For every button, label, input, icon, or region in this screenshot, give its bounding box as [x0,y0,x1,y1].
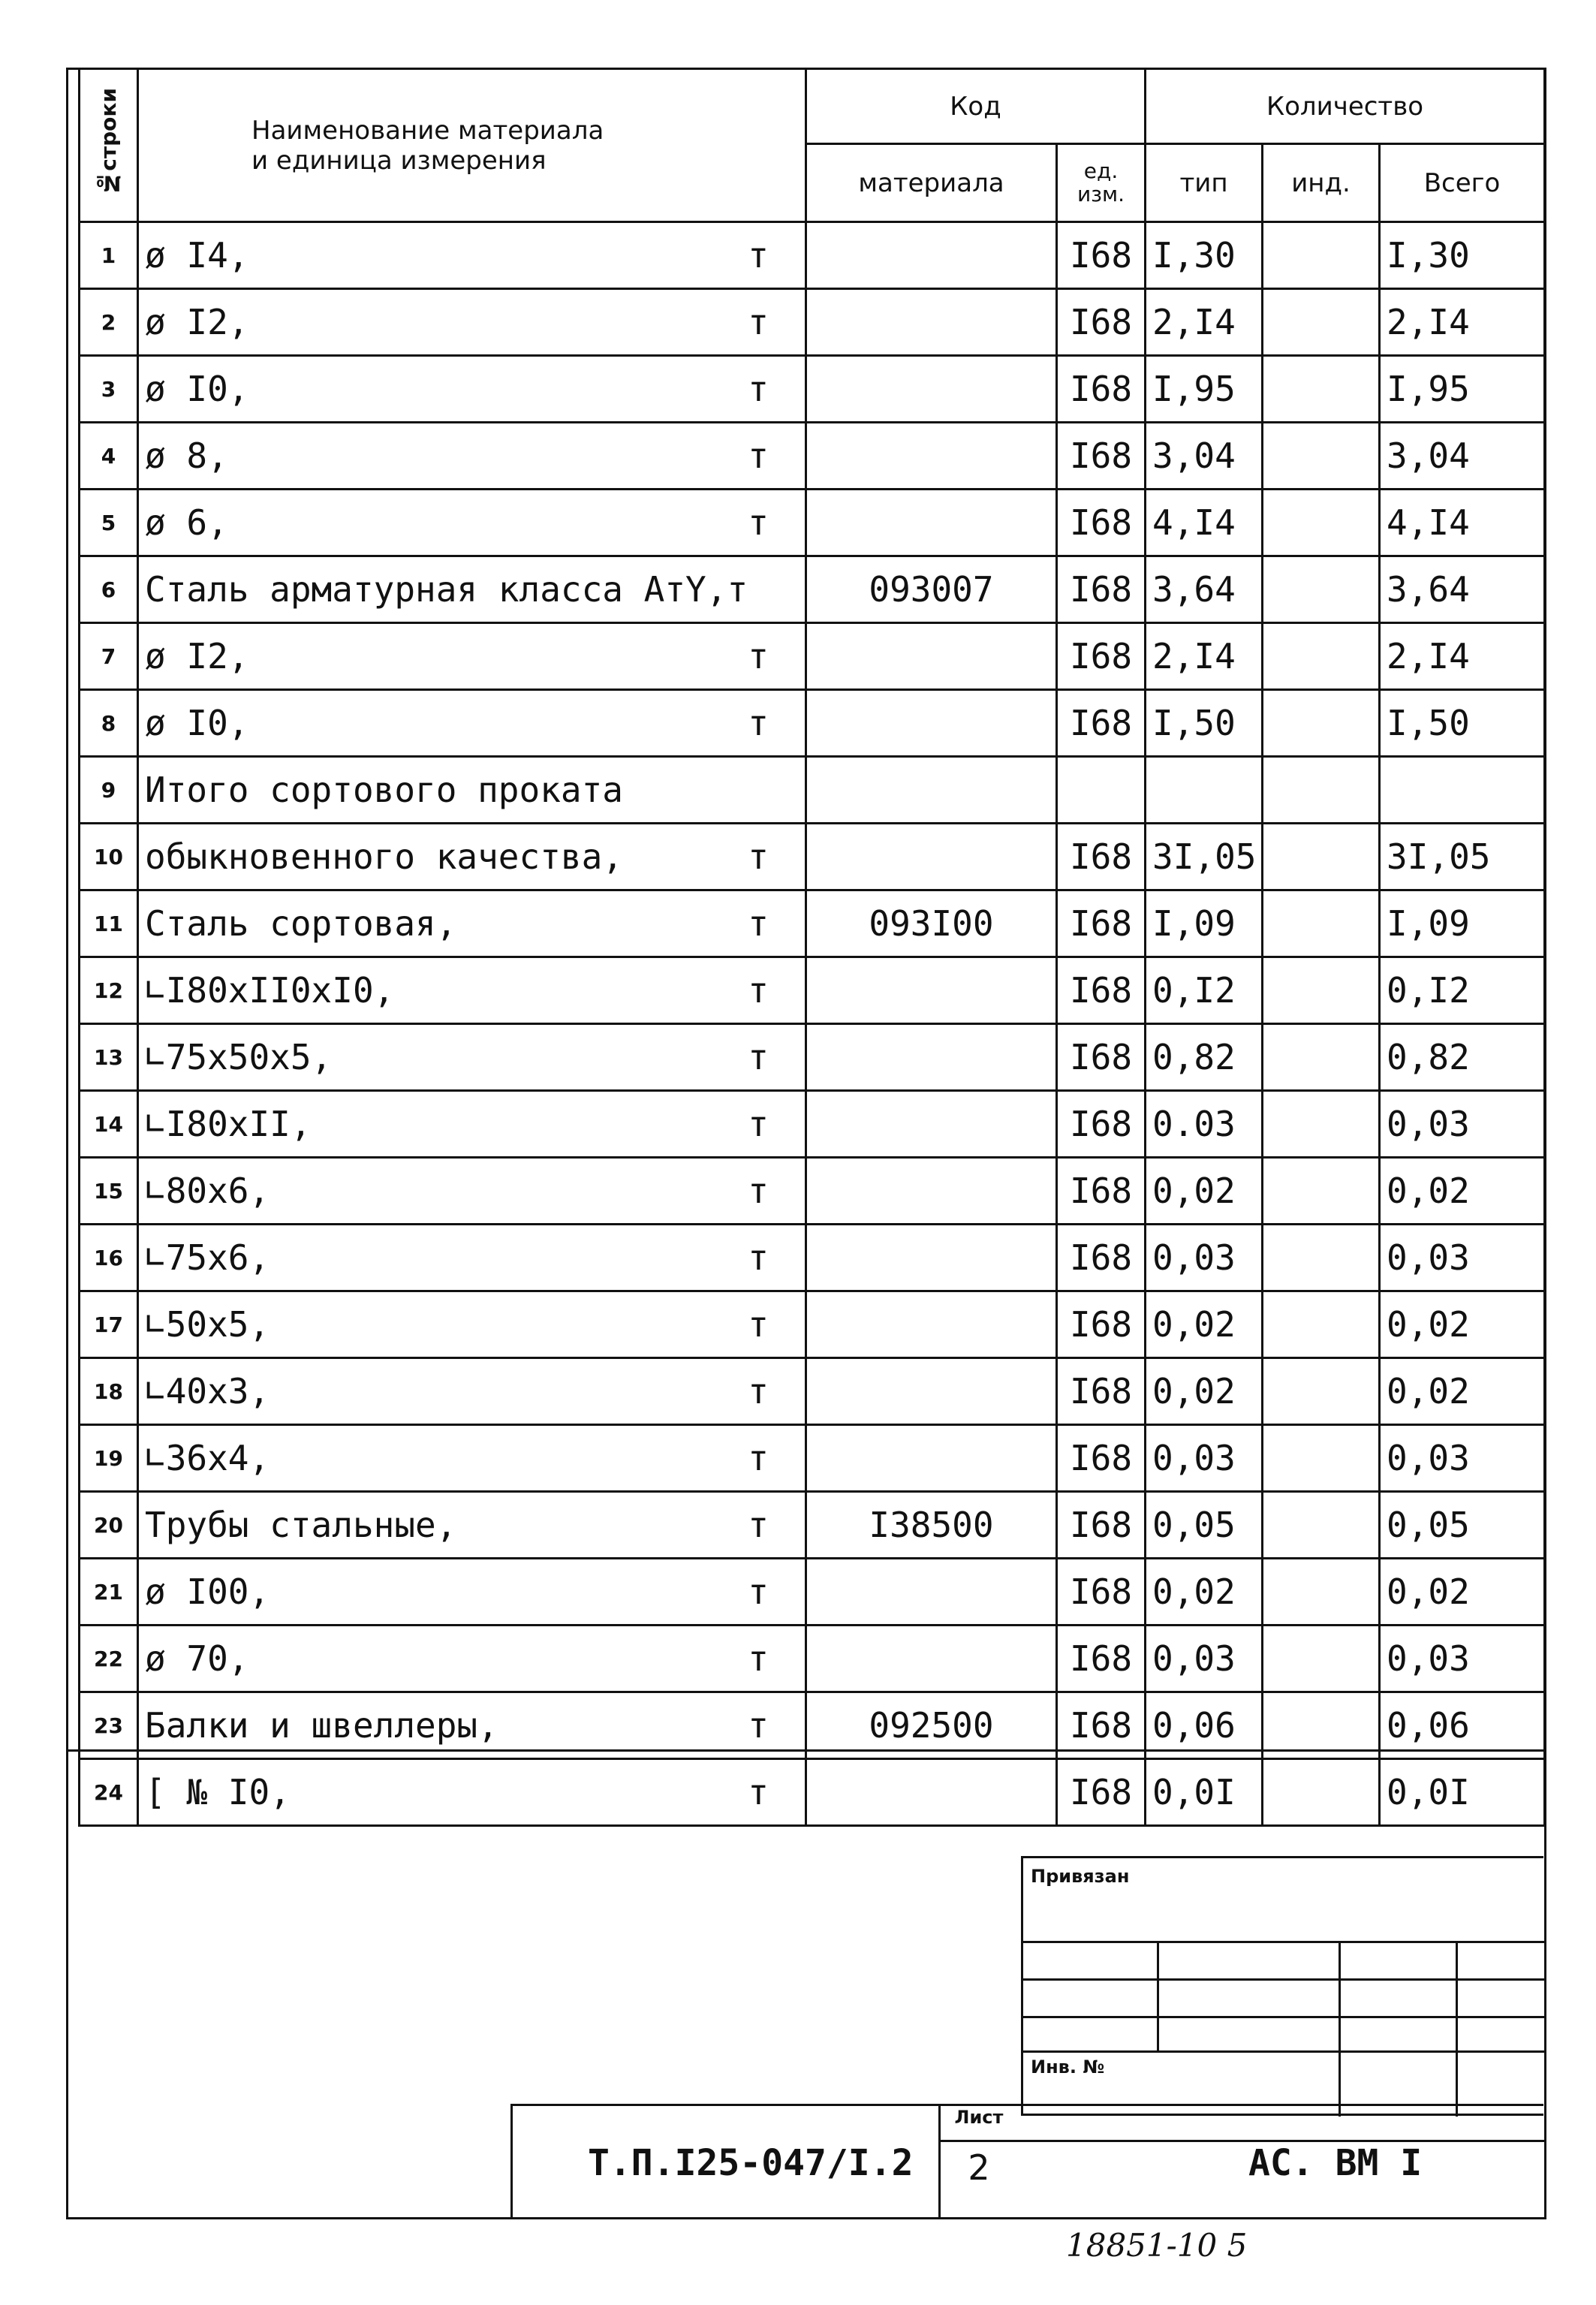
material-unit: т [748,1638,769,1679]
sheet-divider [938,2104,941,2219]
qty-total: 4,I4 [1380,490,1545,556]
stamp-top-line [66,1749,1546,1752]
row-number: 24 [80,1759,138,1826]
material-name: ø I00, [145,1571,270,1612]
material-unit: т [748,1237,769,1278]
row-number: 2 [80,289,138,356]
material-unit: т [748,1104,769,1144]
material-unit: т [748,302,769,342]
row-number: 14 [80,1091,138,1158]
table-row [80,1759,1545,1826]
header-qty-ind: инд. [1263,144,1380,222]
material-name: ∟80x6, [145,1171,270,1211]
table-row [80,623,1545,690]
qty-total: 2,I4 [1380,289,1545,356]
material-name: ∟75x6, [145,1237,270,1278]
qty-ind [1263,423,1380,490]
material-code [806,690,1057,757]
unit-code [1057,757,1146,824]
qty-total: 0,06 [1380,1692,1545,1759]
qty-type: 0,06 [1146,1692,1263,1759]
material-name-cell [138,690,806,757]
qty-total: 0,I2 [1380,957,1545,1024]
material-name: ∟I80xII, [145,1104,312,1144]
material-unit: т [748,235,769,276]
material-name: ∟50x5, [145,1304,270,1345]
archive-number: 18851-10 5 [1066,2227,1248,2264]
material-unit: т [748,970,769,1011]
materials-table [78,68,1546,1827]
unit-code: I68 [1057,1358,1146,1425]
document-code: Т.П.I25-047/I.2 [588,2142,914,2184]
qty-type: 0,I2 [1146,957,1263,1024]
qty-ind [1263,1358,1380,1425]
qty-type: 0,03 [1146,1225,1263,1291]
qty-ind [1263,1091,1380,1158]
material-name: ø 6, [145,502,228,543]
qty-total: 0,03 [1380,1225,1545,1291]
row-number: 6 [80,556,138,623]
material-name-cell [138,757,806,824]
qty-total: 0,0I [1380,1759,1545,1826]
unit-code: I68 [1057,1425,1146,1492]
material-unit: т [748,369,769,409]
material-name-cell [138,423,806,490]
qty-type: 0.03 [1146,1091,1263,1158]
qty-type: 0,03 [1146,1626,1263,1692]
material-name-cell [138,289,806,356]
material-name-cell [138,356,806,423]
qty-type: 3,64 [1146,556,1263,623]
qty-type: 0,05 [1146,1492,1263,1559]
qty-type: 4,I4 [1146,490,1263,556]
qty-ind [1263,1559,1380,1626]
material-name: ø I2, [145,302,249,342]
material-name: обыкновенного качества, [145,836,623,877]
row-number: 11 [80,890,138,957]
unit-code: I68 [1057,289,1146,356]
row-number: 4 [80,423,138,490]
material-name: ∟I80xII0xI0, [145,970,395,1011]
material-name-cell [138,1158,806,1225]
row-number: 17 [80,1291,138,1358]
linked-label: Привязан [1031,1866,1130,1887]
document-part: АС. ВМ I [1248,2142,1423,2184]
material-code [806,1158,1057,1225]
material-unit: т [748,903,769,944]
stamp-line-2 [1023,1978,1546,1981]
qty-total: I,95 [1380,356,1545,423]
unit-code: I68 [1057,623,1146,690]
qty-total: 0,03 [1380,1626,1545,1692]
material-code [806,623,1057,690]
material-unit: т [748,636,769,676]
qty-ind [1263,957,1380,1024]
row-number: 5 [80,490,138,556]
unit-code: I68 [1057,1626,1146,1692]
row-number: 7 [80,623,138,690]
table-row [80,890,1545,957]
qty-type: I,30 [1146,222,1263,289]
unit-code: I68 [1057,1692,1146,1759]
qty-type: 0,03 [1146,1425,1263,1492]
qty-total: 0,02 [1380,1358,1545,1425]
stamp-line-3 [1023,2016,1546,2018]
qty-type: I,50 [1146,690,1263,757]
material-code [806,757,1057,824]
material-name-cell [138,1425,806,1492]
table-row [80,1091,1545,1158]
qty-ind [1263,1425,1380,1492]
row-number: 22 [80,1626,138,1692]
table-row [80,423,1545,490]
material-code [806,289,1057,356]
row-number: 8 [80,690,138,757]
material-name-cell [138,490,806,556]
qty-total: 3I,05 [1380,824,1545,890]
header-name: Наименование материала и единица измерения [138,69,806,222]
qty-total: 0,02 [1380,1158,1545,1225]
qty-ind [1263,623,1380,690]
material-unit: т [748,1304,769,1345]
qty-type: I,09 [1146,890,1263,957]
material-unit: т [748,703,769,743]
stamp-vline-3 [1456,1941,1458,2117]
qty-type: 0,0I [1146,1759,1263,1826]
material-name-cell [138,1024,806,1091]
row-number: 23 [80,1692,138,1759]
qty-total: I,30 [1380,222,1545,289]
qty-total: 2,I4 [1380,623,1545,690]
material-name: Итого сортового проката [145,770,623,810]
sheet-number: 2 [968,2147,990,2188]
row-number: 10 [80,824,138,890]
stamp-vline-1 [1157,1941,1159,2050]
table-row [80,957,1545,1024]
material-code [806,490,1057,556]
material-code [806,824,1057,890]
material-name: ∟75x50x5, [145,1037,333,1077]
table-row [80,289,1545,356]
header-code: Код [806,69,1146,144]
qty-type: 0,82 [1146,1024,1263,1091]
row-number: 12 [80,957,138,1024]
material-code [806,1559,1057,1626]
qty-ind [1263,1759,1380,1826]
material-unit: т [748,1371,769,1412]
table-row [80,490,1545,556]
material-name-cell [138,1225,806,1291]
qty-type: I,95 [1146,356,1263,423]
qty-total: 0,02 [1380,1291,1545,1358]
material-code [806,1425,1057,1492]
qty-total [1380,757,1545,824]
title-block [510,2104,1543,2219]
material-code [806,1291,1057,1358]
material-unit: т [748,435,769,476]
unit-code: I68 [1057,490,1146,556]
row-number: 20 [80,1492,138,1559]
header-code-material: материала [806,144,1057,222]
binding-stamp [1021,1856,1543,2116]
qty-ind [1263,556,1380,623]
unit-code: I68 [1057,957,1146,1024]
material-name: ∟36x4, [145,1438,270,1478]
material-unit: т [748,1171,769,1211]
material-code: 093007 [806,556,1057,623]
material-name-cell [138,1291,806,1358]
unit-code: I68 [1057,1024,1146,1091]
material-code [806,1759,1057,1826]
inv-label: Инв. № [1031,2056,1105,2078]
row-number: 15 [80,1158,138,1225]
material-unit: т [748,1571,769,1612]
material-code: 092500 [806,1692,1057,1759]
qty-type: 0,02 [1146,1358,1263,1425]
material-name-cell [138,623,806,690]
table-row [80,1425,1545,1492]
qty-total: 0,02 [1380,1559,1545,1626]
material-code [806,1358,1057,1425]
material-name: Сталь сортовая, [145,903,457,944]
unit-code: I68 [1057,824,1146,890]
material-unit: т [748,1438,769,1478]
table-row [80,1225,1545,1291]
qty-total: I,50 [1380,690,1545,757]
material-name: Балки и швеллеры, [145,1705,498,1746]
stamp-line-1 [1023,1941,1546,1943]
qty-ind [1263,490,1380,556]
material-name-cell [138,556,806,623]
row-number: 21 [80,1559,138,1626]
material-unit: т [748,1037,769,1077]
qty-type: 3,04 [1146,423,1263,490]
material-unit: т [748,1705,769,1746]
sheet-label-line [938,2140,1546,2142]
table-row [80,757,1545,824]
header-row-no: №строки [80,69,138,222]
material-name-cell [138,824,806,890]
table-row [80,1291,1545,1358]
qty-total: 3,64 [1380,556,1545,623]
qty-total: I,09 [1380,890,1545,957]
row-number: 1 [80,222,138,289]
unit-code: I68 [1057,222,1146,289]
table-row [80,824,1545,890]
table-row [80,556,1545,623]
table-row [80,1158,1545,1225]
unit-code: I68 [1057,1559,1146,1626]
qty-ind [1263,1626,1380,1692]
material-name: Сталь арматурная класса АтY,т [145,569,748,610]
table-row [80,1626,1545,1692]
qty-ind [1263,1291,1380,1358]
material-code [806,423,1057,490]
material-name: ø 8, [145,435,228,476]
qty-ind [1263,1158,1380,1225]
unit-code: I68 [1057,1158,1146,1225]
row-number: 9 [80,757,138,824]
material-name: ø I0, [145,369,249,409]
material-name-cell [138,1358,806,1425]
material-code: I38500 [806,1492,1057,1559]
qty-total: 3,04 [1380,423,1545,490]
row-number: 16 [80,1225,138,1291]
unit-code: I68 [1057,1091,1146,1158]
unit-code: I68 [1057,423,1146,490]
material-name-cell [138,1759,806,1826]
material-code [806,1024,1057,1091]
unit-code: I68 [1057,890,1146,957]
header-qty-type: тип [1146,144,1263,222]
qty-ind [1263,690,1380,757]
table-row [80,690,1545,757]
table-row [80,1024,1545,1091]
qty-type: 2,I4 [1146,623,1263,690]
material-name-cell [138,1559,806,1626]
qty-type: 0,02 [1146,1158,1263,1225]
qty-ind [1263,289,1380,356]
material-name-cell [138,957,806,1024]
unit-code: I68 [1057,1291,1146,1358]
material-code [806,1626,1057,1692]
header-quantity: Количество [1146,69,1545,144]
stamp-line-4 [1023,2050,1546,2053]
qty-ind [1263,356,1380,423]
material-name: ø I2, [145,636,249,676]
qty-type: 0,02 [1146,1291,1263,1358]
qty-type [1146,757,1263,824]
qty-ind [1263,1024,1380,1091]
row-number: 3 [80,356,138,423]
unit-code: I68 [1057,1759,1146,1826]
qty-total: 0,05 [1380,1492,1545,1559]
material-name-cell [138,222,806,289]
material-name-cell [138,890,806,957]
qty-ind [1263,1492,1380,1559]
table-row [80,1358,1545,1425]
row-number: 18 [80,1358,138,1425]
stamp-vline-2 [1339,1941,1341,2117]
table-row [80,356,1545,423]
qty-type: 2,I4 [1146,289,1263,356]
material-name-cell [138,1626,806,1692]
qty-total: 0,03 [1380,1091,1545,1158]
unit-code: I68 [1057,1225,1146,1291]
table-row [80,222,1545,289]
material-code [806,356,1057,423]
row-number: 13 [80,1024,138,1091]
material-code [806,222,1057,289]
material-unit: т [748,1772,769,1812]
qty-total: 0,82 [1380,1024,1545,1091]
material-name: Трубы стальные, [145,1505,457,1545]
qty-type: 3I,05 [1146,824,1263,890]
material-code [806,1225,1057,1291]
qty-ind [1263,222,1380,289]
material-name: [ № I0, [145,1772,291,1812]
header-qty-total: Всего [1380,144,1545,222]
row-number: 19 [80,1425,138,1492]
material-unit: т [748,836,769,877]
qty-ind [1263,824,1380,890]
material-name-cell [138,1091,806,1158]
material-name: ∟40x3, [145,1371,270,1412]
unit-code: I68 [1057,690,1146,757]
material-code [806,957,1057,1024]
unit-code: I68 [1057,1492,1146,1559]
table-row [80,1559,1545,1626]
qty-type: 0,02 [1146,1559,1263,1626]
unit-code: I68 [1057,356,1146,423]
header-code-unit: ед. изм. [1057,144,1146,222]
material-name: ø I4, [145,235,249,276]
material-name: ø 70, [145,1638,249,1679]
qty-ind [1263,890,1380,957]
qty-ind [1263,757,1380,824]
unit-code: I68 [1057,556,1146,623]
qty-ind [1263,1225,1380,1291]
table-row [80,1492,1545,1559]
material-unit: т [748,1505,769,1545]
material-name: ø I0, [145,703,249,743]
material-unit: т [748,502,769,543]
material-code: 093I00 [806,890,1057,957]
sheet-label: Лист [954,2107,1004,2128]
material-name-cell [138,1492,806,1559]
material-code [806,1091,1057,1158]
qty-total: 0,03 [1380,1425,1545,1492]
